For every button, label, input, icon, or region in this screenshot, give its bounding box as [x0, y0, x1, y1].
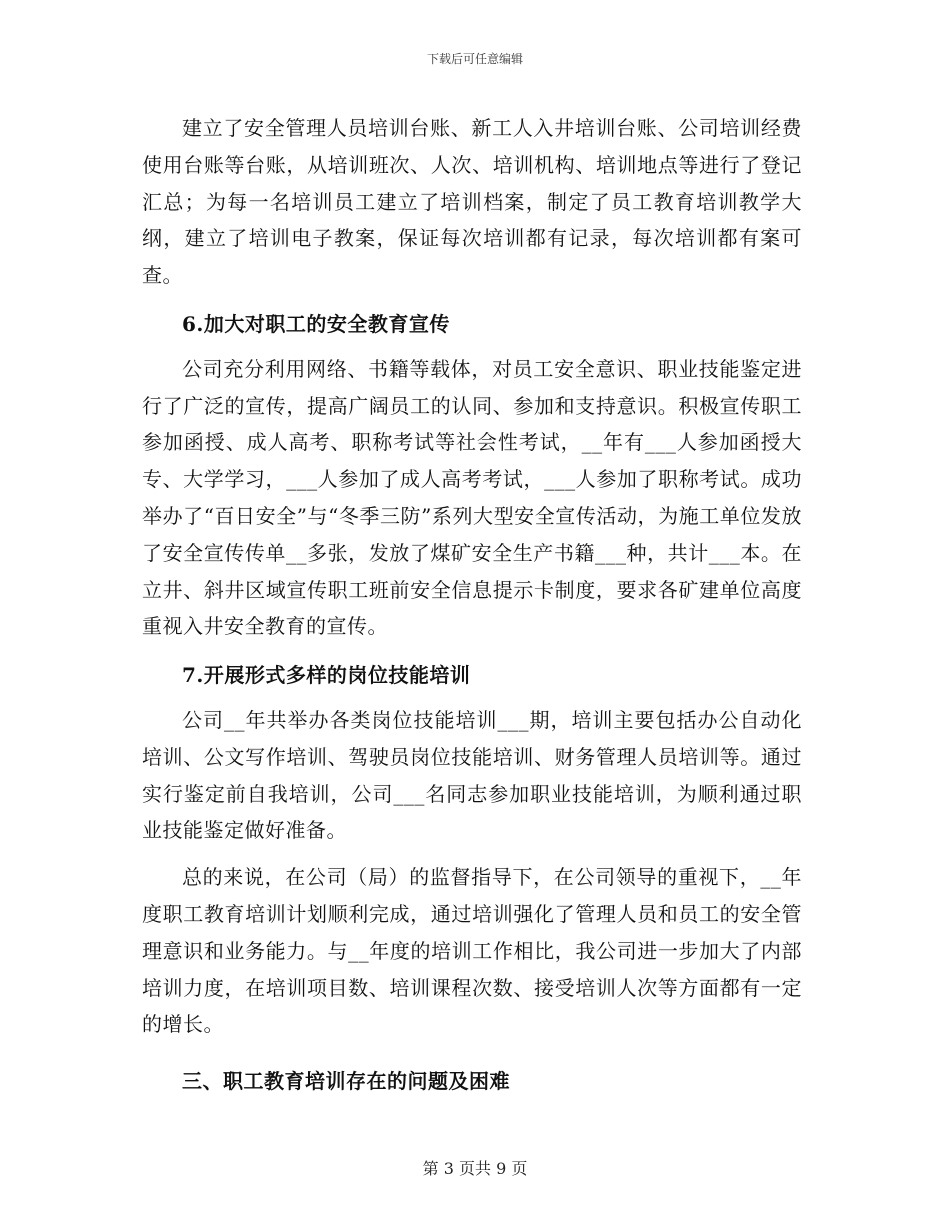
- section-heading-7: 7.开展形式多样的岗位技能培训: [182, 663, 471, 688]
- paragraph-training-records: 建立了安全管理人员培训台账、新工人入井培训台账、公司培训经费使用台账等台账，从培训班次、人次、培训机构、培训地点等进行了登记汇总；为每一名培训员工建立了培训档案，制定了员工教育培训教学大纲，建立了培训电子教案，保证每次培训都有记录，每次培训都有案可查。: [142, 116, 802, 288]
- chapter-heading-3: 三、职工教育培训存在的问题及困难: [182, 1069, 510, 1094]
- page-header-note: 下载后可任意编辑: [426, 52, 523, 66]
- paragraph-summary: 总的来说，在公司（局）的监督指导下，在公司领导的重视下，__年度职工教育培训计划顺利完成，通过培训强化了管理人员和员工的安全管理意识和业务能力。与__年度的培训工作相比，我公司进一步加大了内部培训力度，在培训项目数、培训课程次数、接受培训人次等方面都有一定的增长。: [142, 865, 802, 1037]
- document-body: [142, 110, 802, 1100]
- page-number: 第 3 页共 9 页: [422, 1159, 528, 1178]
- paragraph-skill-training: 公司__年共举办各类岗位技能培训___期，培训主要包括办公自动化培训、公文写作培训、驾驶员岗位技能培训、财务管理人员培训等。通过实行鉴定前自我培训，公司___名同志参加职业技能培训，为顺利通过职业技能鉴定做好准备。: [142, 707, 802, 843]
- section-heading-6: 6.加大对职工的安全教育宣传: [182, 311, 450, 336]
- paragraph-safety-publicity: 公司充分利用网络、书籍等载体，对员工安全意识、职业技能鉴定进行了广泛的宣传，提高广阔员工的认同、参加和支持意识。积极宣传职工参加函授、成人高考、职称考试等社会性考试，__年有___人参加函授大专、大学学习，___人参加了成人高考考试，___人参加了职称考试。成功举办了“百日安全”与“冬季三防”系列大型安全宣传活动，为施工单位发放了安全宣传传单__多张，发放了煤矿安全生产书籍___种，共计___本。在立井、斜井区域宣传职工班前安全信息提示卡制度，要求各矿建单位高度重视入井安全教育的宣传。: [142, 356, 802, 639]
